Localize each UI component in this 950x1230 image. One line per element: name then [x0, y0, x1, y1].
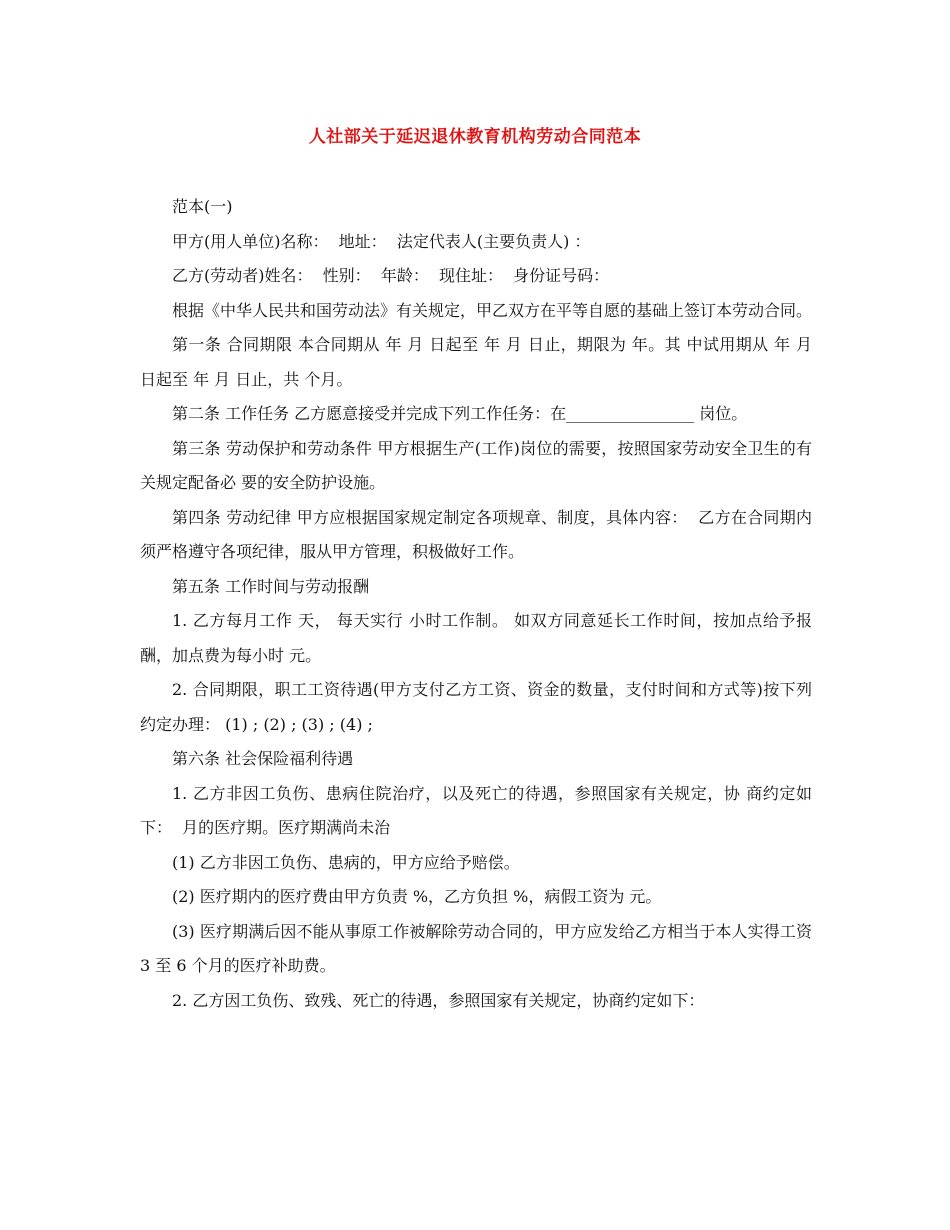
- paragraph-article-1: 第一条 合同期限 本合同期从 年 月 日起至 年 月 日止，期限为 年。其 中试用期从 年 月 日起至 年 月 日止，共 个月。: [140, 335, 818, 389]
- paragraph-article-4: 第四条 劳动纪律 甲方应根据国家规定制定各项规章、制度，具体内容： 乙方在合同期内须严格遵守各项纪律，服从甲方管理，积极做好工作。: [140, 507, 812, 561]
- paragraph-party-b: 乙方(劳动者)姓名： 性别： 年龄： 现住址： 身份证号码：: [172, 266, 610, 285]
- paragraph-article-5-item-2: 2. 合同期限，职工工资待遇(甲方支付乙方工资、资金的数量，支付时间和方式等)按下列约定办理： (1) ; (2) ; (3) ; (4) ;: [140, 680, 812, 734]
- paragraph-article-2: 第二条 工作任务 乙方愿意接受并完成下列工作任务：在________________ 岗位。: [172, 404, 748, 423]
- paragraph-article-6-item-1: 1. 乙方非因工负伤、患病住院治疗，以及死亡的待遇，参照国家有关规定，协 商约定如下： 月的医疗期。医疗期满尚未治: [140, 783, 812, 837]
- paragraph-article-5-heading: 第五条 工作时间与劳动报酬: [172, 576, 370, 596]
- paragraph-template-heading: 范本(一): [172, 197, 233, 216]
- paragraph-article-6-sub-1: (1) 乙方非因工负伤、患病的，甲方应给予赔偿。: [172, 852, 520, 872]
- paragraph-article-6-sub-2: (2) 医疗期内的医疗费由甲方负责 %，乙方负担 %，病假工资为 元。: [172, 887, 662, 906]
- paragraph-article-5-item-1: 1. 乙方每月工作 天， 每天实行 小时工作制。 如双方同意延长工作时间，按加点给予报酬，加点费为每小时 元。: [140, 611, 812, 665]
- paragraph-article-3: 第三条 劳动保护和劳动条件 甲方根据生产(工作)岗位的需要，按照国家劳动安全卫生的有关规定配备必 要的安全防护设施。: [140, 438, 812, 492]
- paragraph-article-6-item-2: 2. 乙方因工负伤、致残、死亡的待遇，参照国家有关规定，协商约定如下：: [172, 990, 705, 1010]
- document-body: [140, 190, 818, 1018]
- paragraph-article-6-heading: 第六条 社会保险福利待遇: [172, 749, 354, 768]
- document-title: 人社部关于延迟退休教育机构劳动合同范本: [308, 127, 642, 147]
- paragraph-preamble: 根据《中华人民共和国劳动法》有关规定，甲乙双方在平等自愿的基础上签订本劳动合同。: [172, 300, 813, 320]
- paragraph-party-a: 甲方(用人单位)名称： 地址： 法定代表人(主要负责人) ：: [172, 231, 591, 251]
- paragraph-article-6-sub-3: (3) 医疗期满后因不能从事原工作被解除劳动合同的，甲方应发给乙方相当于本人实得工资 3 至 6 个月的医疗补助费。: [140, 921, 818, 975]
